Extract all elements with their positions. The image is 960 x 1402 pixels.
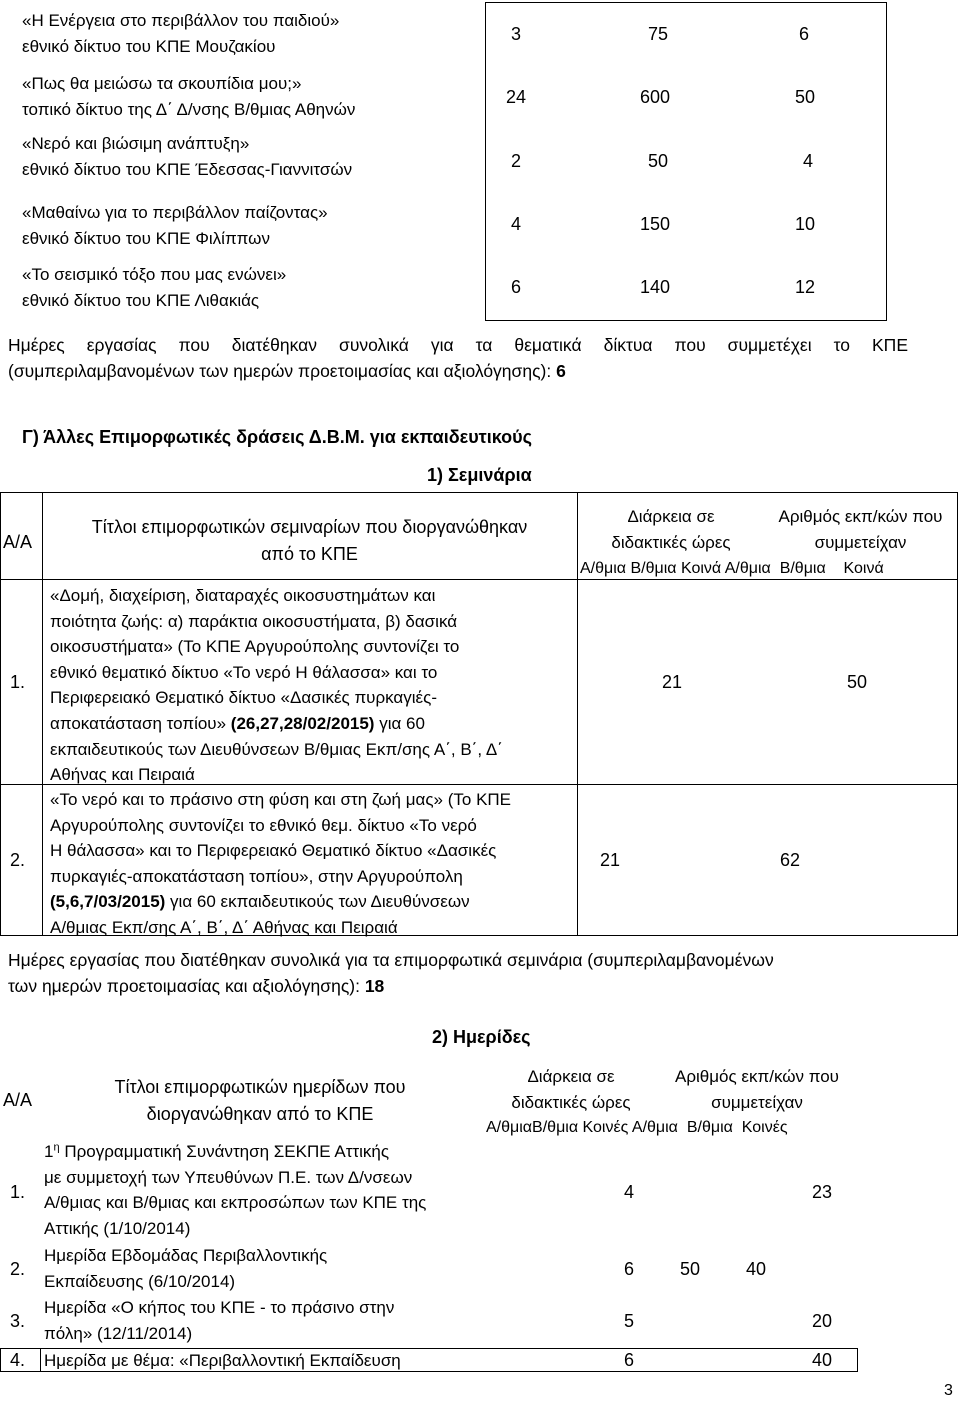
teachers-count: 6 <box>799 24 810 44</box>
network-title: «Η Ενέργεια στο περιβάλλον του παιδιού» <box>22 11 340 30</box>
section-title: Γ) Άλλες Επιμορφωτικές δράσεις Δ.Β.Μ. για εκπαιδευτικούς <box>22 427 532 447</box>
seminar-title: «Το νερό και το πράσινο στη φύση και στη ζωή μας» (Το ΚΠΕ Αργυρούπολης συντονίζει το εθνικό θεμ. δίκτυο «Το νερό Η θάλασσα» και το Περιφερειακό Θεματικό δίκτυο «Δασικές πυρκαγιές-αποκατάσταση τοπίου», στην Αργυρούπολη (5,6,7/03/2015) για 60 εκπαιδευτικούς των Διευθύνσεων Α/θμιας Εκπ/σης Α΄, Β΄, Δ΄ Αθήνας και Πειραιά <box>50 790 512 937</box>
duration-secondary: 21 <box>662 672 683 692</box>
participants-common: 23 <box>812 1182 833 1202</box>
students-count: 50 <box>648 151 669 171</box>
sub-headers <box>580 556 884 581</box>
day-title: Ημερίδα με θέμα: «Περιβαλλοντική Εκπαίδευση <box>44 1351 401 1370</box>
network-subtitle: εθνικό δίκτυο του ΚΠΕ Έδεσσας-Γιαννιτσών <box>22 160 353 179</box>
network-title: «Νερό και βιώσιμη ανάπτυξη» <box>22 134 250 153</box>
duration-common: 6 <box>624 1350 635 1370</box>
seminar-days-summary-line1: Ημέρες εργασίας που διατέθηκαν συνολικά για τα επιμορφωτικά σεμινάρια (συμπεριλαμβανομένων <box>8 950 774 970</box>
teachers-count: 50 <box>795 87 816 107</box>
network-title: «Μαθαίνω για το περιβάλλον παίζοντας» <box>22 203 328 222</box>
seminars-title: 1) Σεμινάρια <box>427 465 532 485</box>
duration-primary: 21 <box>600 850 621 870</box>
students-count: 600 <box>640 87 671 107</box>
participants-header-line1: Αριθμός εκπ/κών που <box>675 1067 839 1086</box>
schools-count: 4 <box>511 214 522 234</box>
titles-header-line1: Τίτλοι επιμορφωτικών σεμιναρίων που διοργανώθηκαν <box>91 517 528 537</box>
participants-header-line2: συμμετείχαν <box>711 1093 803 1112</box>
students-count: 140 <box>640 277 671 297</box>
network-subtitle: εθνικό δίκτυο του ΚΠΕ Μουζακίου <box>22 37 276 56</box>
sub-header-primary: Α/θμια <box>486 1119 533 1136</box>
network-title: «Πως θα μειώσω τα σκουπίδια μου;» <box>22 74 302 93</box>
network-subtitle: τοπικό δίκτυο της Δ΄ Δ/νσης Β/θμιας Αθηνών <box>22 100 356 119</box>
row-number: 4. <box>10 1350 26 1370</box>
students-count: 150 <box>640 214 671 234</box>
row-number: 2. <box>10 850 26 870</box>
schools-count: 24 <box>506 87 527 107</box>
sub-header-secondary: Β/θμια <box>686 1119 733 1136</box>
day-title: $1^\eta$ Προγραμματική Συνάντηση ΣΕΚΠΕ Αττικής με συμμετοχή των Υπευθύνων Π.Ε. των Δ/νσεων Α/θμιας και Β/θμιας και εκπροσώπων των ΚΠΕ της Αττικής (1/10/2014) <box>44 1141 427 1238</box>
network-days-value: 6 <box>556 361 566 381</box>
aa-header: Α/Α <box>3 1090 33 1110</box>
sub-header-primary: Α/θμια <box>724 560 771 577</box>
schools-count: 2 <box>511 151 522 171</box>
network-title: «Το σεισμικό τόξο που μας ενώνει» <box>22 265 287 284</box>
seminar-days-value: 18 <box>364 976 385 996</box>
sub-header-common: Κοινά <box>681 560 722 577</box>
network-subtitle: εθνικό δίκτυο του ΚΠΕ Φιλίππων <box>22 229 270 248</box>
duration-common: 5 <box>624 1311 635 1331</box>
duration-header-line2: διδακτικές ώρες <box>611 533 731 552</box>
row-number: 1. <box>10 1182 26 1202</box>
duration-common: 6 <box>624 1259 635 1279</box>
sub-header-common: Κοινές <box>582 1119 629 1136</box>
sub-header-primary: Α/θμια <box>631 1119 678 1136</box>
participants-common: 40 <box>812 1350 833 1370</box>
participants-secondary: 40 <box>746 1259 767 1279</box>
network-days-summary-line1: Ημέρες εργασίας που διατέθηκαν συνολικά για τα θεματικά δίκτυα που συμμετέχει το ΚΠΕ <box>8 335 908 355</box>
seminar-title: «Δομή, διαχείριση, διαταραχές οικοσυστημάτων και ποιότητα ζωής: α) παράκτια οικοσυστήματα, β) δασικά οικοσυστήματα» (Το ΚΠΕ Αργυρούπολης συντονίζει το εθνικό θεματικό δίκτυο «Το νερό Η θάλασσα» και το Περιφερειακό Θεματικό δίκτυο «Δασικές πυρκαγιές- αποκατάσταση τοπίου» (26,27,28/02/2015) για 60 εκπαιδευτικούς των Διευθύνσεων Β/θμιας Εκπ/σης Α΄, Β΄, Δ΄ Αθήνας και Πειραιά <box>50 586 503 785</box>
participants-primary: 62 <box>780 850 801 870</box>
teachers-count: 4 <box>803 151 814 171</box>
aa-header: Α/Α <box>3 532 33 552</box>
row-number: 1. <box>10 672 26 692</box>
day-title: Ημερίδα Εβδομάδας Περιβαλλοντικής Εκπαίδευσης (6/10/2014) <box>44 1246 328 1291</box>
participants-common: 20 <box>812 1311 833 1331</box>
duration-common: 4 <box>624 1182 635 1202</box>
duration-header-line2: διδακτικές ώρες <box>511 1093 631 1112</box>
row-number: 2. <box>10 1259 26 1279</box>
page-number: 3 <box>944 1382 953 1399</box>
titles-header-line1: Τίτλοι επιμορφωτικών ημερίδων που <box>114 1077 406 1097</box>
days-title: 2) Ημερίδες <box>432 1027 531 1047</box>
network-days-summary-line2: (συμπεριλαμβανομένων των ημερών προετοιμασίας και αξιολόγησης): 6 <box>8 361 566 381</box>
sub-header-common: Κοινές <box>741 1119 788 1136</box>
sub-header-primary: Α/θμια <box>580 560 627 577</box>
schools-count: 6 <box>511 277 522 297</box>
schools-count: 3 <box>511 24 522 44</box>
participants-secondary: 50 <box>847 672 868 692</box>
participants-header-line1: Αριθμός εκπ/κών που <box>778 507 943 526</box>
titles-header-line2: από το ΚΠΕ <box>261 544 358 564</box>
students-count: 75 <box>648 24 669 44</box>
duration-header-line1: Διάρκεια σε <box>627 507 715 526</box>
row-number: 3. <box>10 1311 26 1331</box>
sub-header-secondary: Β/θμια <box>532 1119 579 1136</box>
sub-headers <box>486 1115 788 1140</box>
sub-header-secondary: Β/θμια <box>630 560 677 577</box>
network-subtitle: εθνικό δίκτυο του ΚΠΕ Λιθακιάς <box>22 291 260 310</box>
sub-header-common: Κοινά <box>843 560 884 577</box>
day-title: Ημερίδα «Ο κήπος του ΚΠΕ - το πράσινο στην πόλη» (12/11/2014) <box>44 1298 395 1343</box>
teachers-count: 12 <box>795 277 816 297</box>
participants-primary: 50 <box>680 1259 701 1279</box>
seminar-days-summary-line2: των ημερών προετοιμασίας και αξιολόγησης): 18 <box>8 976 385 996</box>
sub-header-secondary: Β/θμια <box>779 560 826 577</box>
participants-header-line2: συμμετείχαν <box>814 533 907 552</box>
duration-header-line1: Διάρκεια σε <box>527 1067 615 1086</box>
teachers-count: 10 <box>795 214 816 234</box>
titles-header-line2: διοργανώθηκαν από το ΚΠΕ <box>146 1104 374 1124</box>
